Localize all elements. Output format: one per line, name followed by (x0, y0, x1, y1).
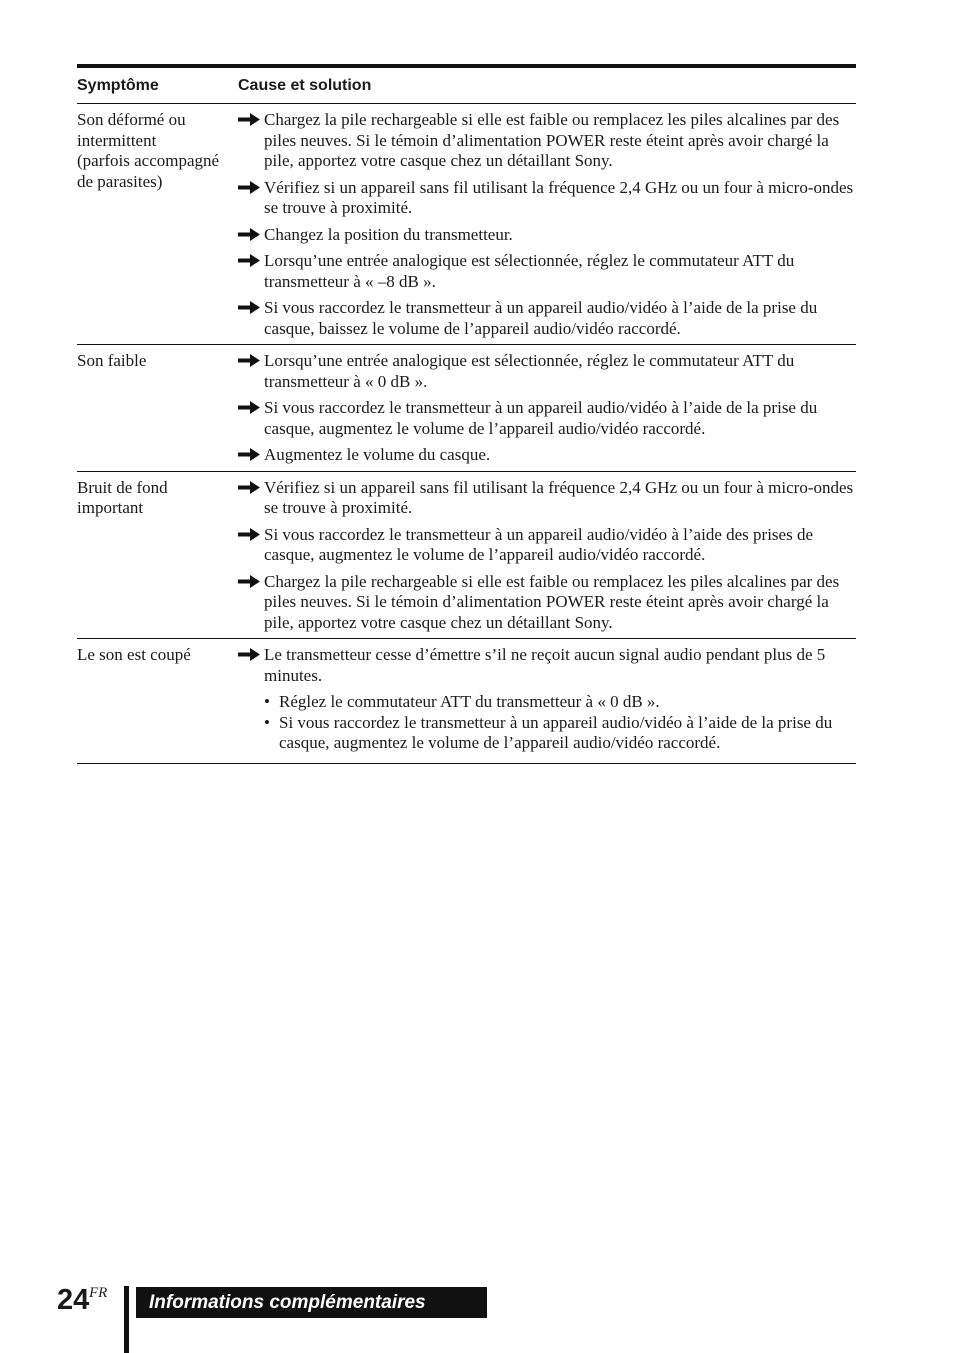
cause-cell (238, 110, 856, 339)
arrow-right-icon (238, 251, 264, 292)
solution-text: Vérifiez si un appareil sans fil utilisant la fréquence 2,4 GHz ou un four à micro-ondes se trouve à proximité. (264, 477, 854, 517)
bullet-dot-icon: • (264, 712, 270, 732)
bullet-item (264, 692, 856, 713)
solution-text: Augmentez le volume du casque. (264, 445, 491, 464)
solution-item (238, 110, 856, 172)
solution-item (238, 351, 856, 392)
arrow-right-icon (238, 645, 264, 686)
solution-item (238, 178, 856, 219)
header-symptom: Symptôme (77, 76, 159, 94)
table-row (77, 472, 856, 640)
bullet-list (238, 692, 856, 754)
symptom-cell: Le son est coupé (77, 645, 191, 664)
table-header (77, 68, 856, 104)
arrow-right-icon (238, 525, 264, 566)
page-number: 24 (57, 1284, 90, 1316)
solution-item (238, 445, 856, 466)
bullet-dot-icon: • (264, 692, 270, 711)
solution-text: Chargez la pile rechargeable si elle est faible ou remplacez les piles alcalines par des piles neuves. Si le témoin d’alimentation POWER reste éteint après avoir chargé la pile, apportez votre casque chez un détaillant Sony. (264, 110, 840, 170)
bullet-item (264, 713, 856, 754)
solution-text: Le transmetteur cesse d’émettre s’il ne reçoit aucun signal audio pendant plus de 5 minutes. (264, 645, 826, 685)
symptom-cell: Bruit de fond important (77, 477, 168, 517)
solution-text: Chargez la pile rechargeable si elle est faible ou remplacez les piles alcalines par des piles neuves. Si le témoin d’alimentation POWER reste éteint après avoir chargé la pile, apportez votre casque chez un détaillant Sony. (264, 571, 840, 632)
solution-item (238, 572, 856, 634)
table-row (77, 639, 856, 764)
symptom-cell: Son faible (77, 351, 147, 370)
table-row (77, 104, 856, 345)
table-row (77, 345, 856, 472)
arrow-right-icon (238, 398, 264, 439)
solution-text: Lorsqu’une entrée analogique est sélectionnée, réglez le commutateur ATT du transmetteur à « 0 dB ». (264, 351, 795, 391)
solution-text: Changez la position du transmetteur. (264, 224, 513, 244)
solution-item (238, 398, 856, 439)
symptom-cell: Son déformé ou intermittent (parfois accompagné de parasites) (77, 110, 220, 191)
arrow-right-icon (238, 351, 264, 392)
arrow-right-icon (238, 445, 264, 466)
cause-cell (238, 645, 856, 754)
cause-cell (238, 478, 856, 634)
section-title: Informations complémentaires (136, 1287, 487, 1318)
solution-item (238, 645, 856, 686)
solution-item (238, 225, 856, 246)
table-body (77, 104, 856, 764)
solution-item (238, 298, 856, 339)
solution-text: Si vous raccordez le transmetteur à un appareil audio/vidéo à l’aide de la prise du casque, augmentez le volume de l’appareil audio/vidéo raccordé. (264, 398, 818, 438)
arrow-right-icon (238, 110, 264, 172)
arrow-right-icon (238, 478, 264, 519)
header-cause: Cause et solution (238, 76, 372, 94)
solution-item (238, 525, 856, 566)
solution-item (238, 251, 856, 292)
bullet-text: Si vous raccordez le transmetteur à un appareil audio/vidéo à l’aide de la prise du casque, augmentez le volume de l’appareil audio/vidéo raccordé. (279, 712, 833, 752)
solution-text: Lorsqu’une entrée analogique est sélectionnée, réglez le commutateur ATT du transmetteur à « –8 dB ». (264, 251, 795, 291)
page-language-suffix: FR (89, 1285, 108, 1301)
solution-text: Si vous raccordez le transmetteur à un appareil audio/vidéo à l’aide des prises de casque, augmentez le volume de l’appareil audio/vidéo raccordé. (264, 524, 813, 564)
arrow-right-icon (238, 225, 264, 246)
arrow-right-icon (238, 298, 264, 339)
cause-cell (238, 351, 856, 466)
solution-text: Vérifiez si un appareil sans fil utilisant la fréquence 2,4 GHz ou un four à micro-ondes se trouve à proximité. (264, 177, 854, 217)
bullet-text: Réglez le commutateur ATT du transmetteur à « 0 dB ». (279, 692, 660, 711)
arrow-right-icon (238, 178, 264, 219)
solution-text: Si vous raccordez le transmetteur à un appareil audio/vidéo à l’aide de la prise du casque, baissez le volume de l’appareil audio/vidéo raccordé. (264, 298, 818, 338)
footer-divider-bar (124, 1286, 129, 1353)
solution-item (238, 478, 856, 519)
arrow-right-icon (238, 572, 264, 634)
troubleshooting-table (77, 64, 856, 764)
